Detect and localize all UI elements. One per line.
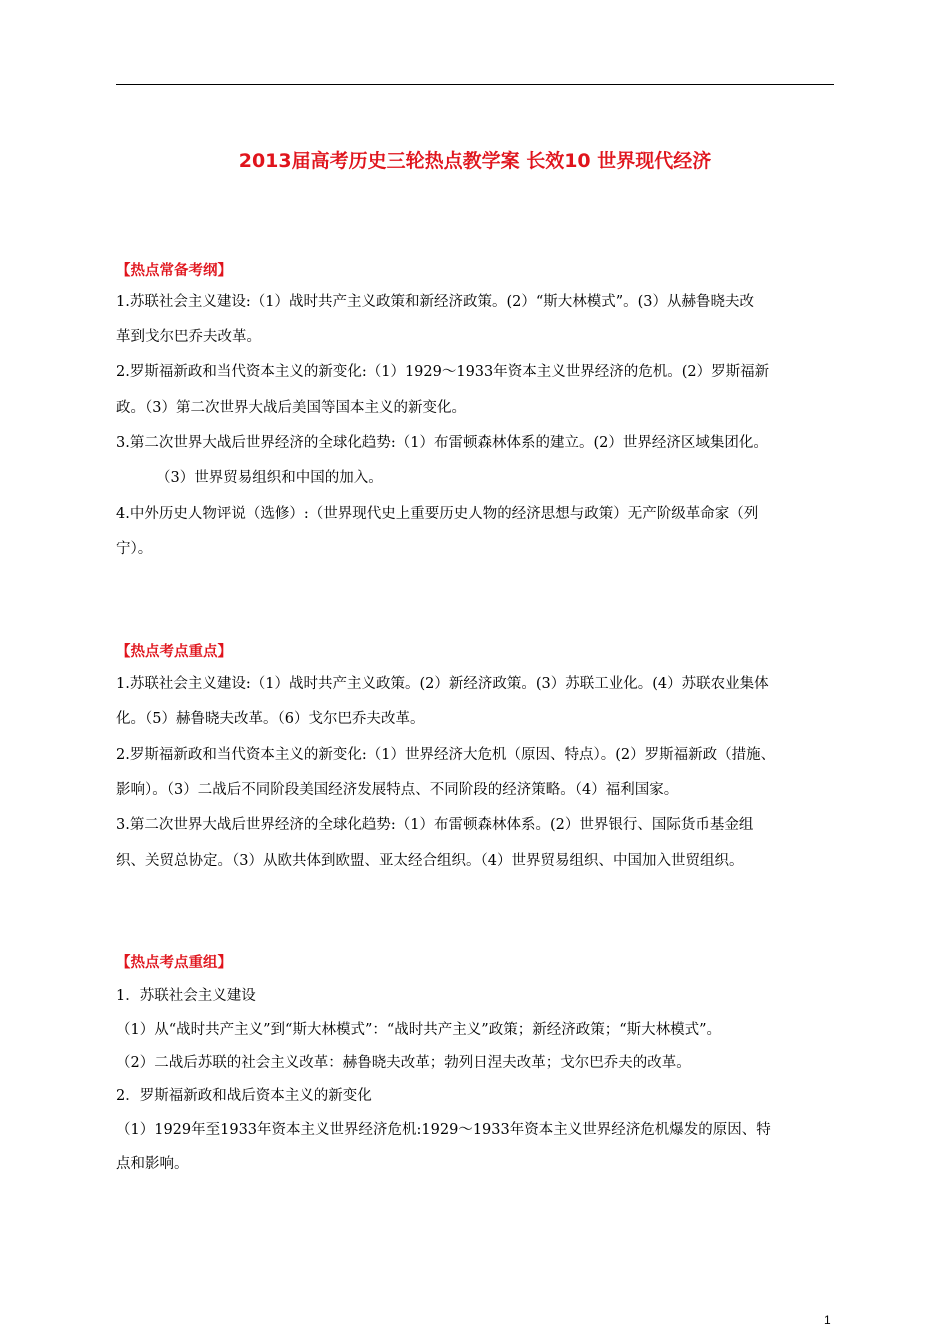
syllabus-line: 1.苏联社会主义建设:（1）战时共产主义政策和新经济政策。(2）“斯大林模式”。(3）从赫鲁晓夫改 — [116, 294, 755, 310]
section-heading-key-points: 【热点考点重点】 — [116, 644, 232, 660]
key-point-line: 化。（5）赫鲁晓夫改革。（6）戈尔巴乔夫改革。 — [116, 711, 425, 727]
syllabus-line: 革到戈尔巴乔夫改革。 — [116, 329, 261, 345]
page-number: 1 — [824, 1313, 831, 1327]
syllabus-line: 3.第二次世界大战后世界经济的全球化趋势:（1）布雷顿森林体系的建立。(2）世界经济区域集团化。 — [116, 435, 768, 451]
regroup-line: 点和影响。 — [116, 1156, 189, 1172]
regroup-line: （2）二战后苏联的社会主义改革：赫鲁晓夫改革；勃列日涅夫改革；戈尔巴乔夫的改革。 — [116, 1055, 691, 1071]
key-point-line: 2.罗斯福新政和当代资本主义的新变化:（1）世界经济大危机（原因、特点）。(2）罗斯福新政（措施、 — [116, 747, 776, 763]
header-rule — [116, 84, 834, 85]
section-heading-syllabus: 【热点常备考纲】 — [116, 263, 232, 279]
syllabus-line: 2.罗斯福新政和当代资本主义的新变化:（1）1929～1933年资本主义世界经济的危机。(2）罗斯福新 — [116, 364, 770, 380]
regroup-line: 1．苏联社会主义建设 — [116, 988, 256, 1004]
section-heading-regroup: 【热点考点重组】 — [116, 955, 232, 971]
key-point-line: 织、关贸总协定。（3）从欧共体到欧盟、亚太经合组织。（4）世界贸易组织、中国加入世贸组织。 — [116, 853, 744, 869]
key-point-line: 3.第二次世界大战后世界经济的全球化趋势:（1）布雷顿森林体系。(2）世界银行、国际货币基金组 — [116, 817, 754, 833]
syllabus-line: 4.中外历史人物评说（选修）:（世界现代史上重要历史人物的经济思想与政策）无产阶级革命家（列 — [116, 506, 759, 522]
regroup-line: 2．罗斯福新政和战后资本主义的新变化 — [116, 1088, 372, 1104]
syllabus-line: （3）世界贸易组织和中国的加入。 — [156, 470, 383, 486]
syllabus-line: 政。（3）第二次世界大战后美国等国本主义的新变化。 — [116, 400, 466, 416]
key-point-line: 1.苏联社会主义建设:（1）战时共产主义政策。(2）新经济政策。(3）苏联工业化。(4）苏联农业集体 — [116, 676, 769, 692]
syllabus-line: 宁）。 — [116, 541, 153, 557]
regroup-line: （1）1929年至1933年资本主义世界经济危机:1929～1933年资本主义世界经济危机爆发的原因、特 — [116, 1122, 771, 1138]
page-title: 2013届高考历史三轮热点教学案 长效10 世界现代经济 — [238, 150, 712, 172]
key-point-line: 影响）。（3）二战后不同阶段美国经济发展特点、不同阶段的经济策略。（4）福利国家。 — [116, 782, 679, 798]
regroup-line: （1）从“战时共产主义”到“斯大林模式”：“战时共产主义”政策；新经济政策；“斯大林模式”。 — [116, 1022, 722, 1038]
